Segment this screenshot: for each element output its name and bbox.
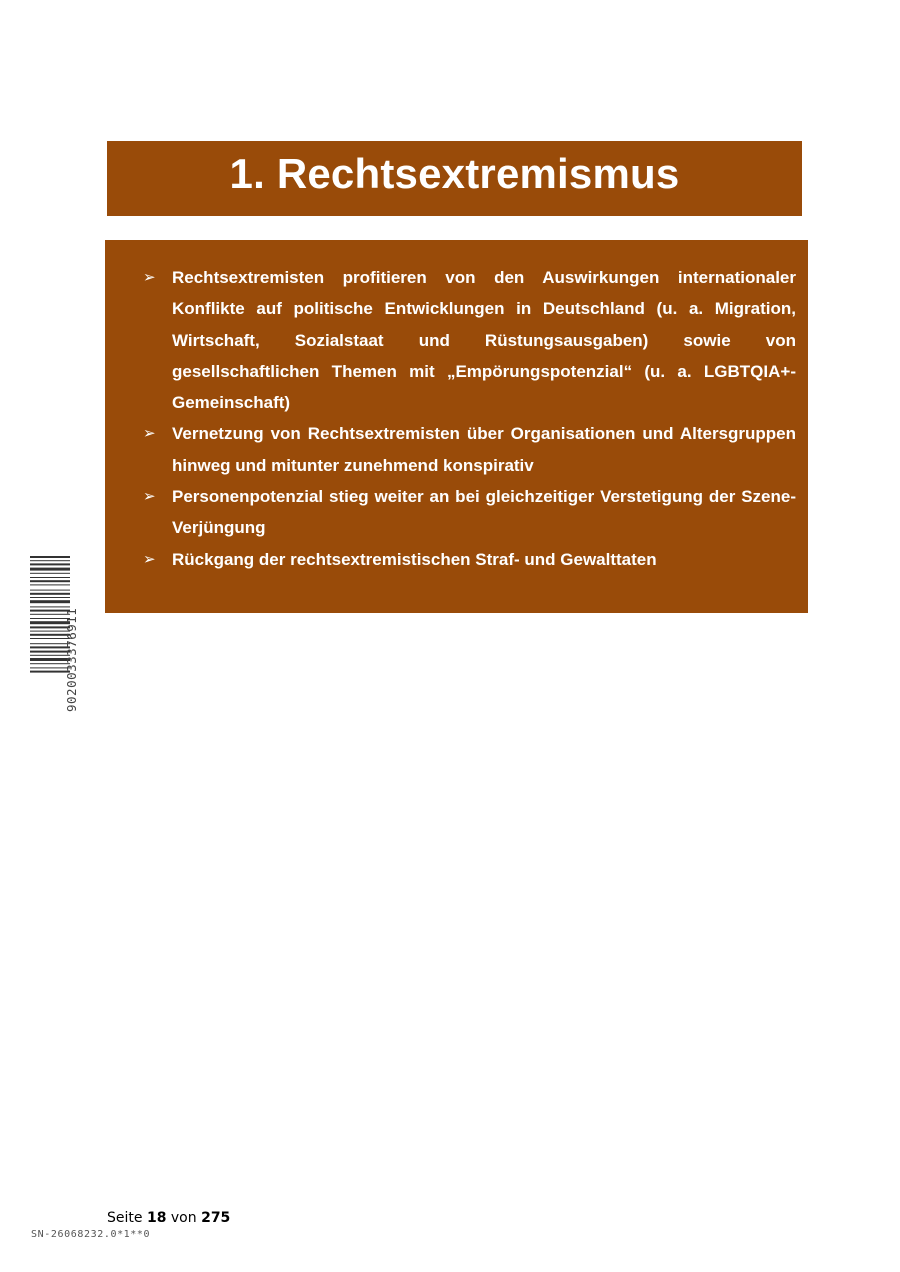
- arrowhead-bullet-icon: ➢: [143, 549, 156, 568]
- page-prefix: Seite: [107, 1210, 143, 1226]
- summary-box: [105, 240, 808, 613]
- summary-bullet-item: [143, 418, 796, 481]
- page-current: 18: [146, 1210, 167, 1226]
- summary-bullet-item: [143, 544, 796, 575]
- page-separator: von: [170, 1210, 197, 1226]
- arrowhead-bullet-icon: ➢: [143, 487, 156, 506]
- arrowhead-bullet-icon: ➢: [143, 424, 156, 443]
- summary-bullet-text: Rechtsextremisten profitieren von den Auswirkungen internationaler Konflikte auf politische Entwicklungen in Deutschland (u. a. Migration, Wirtschaft, Sozialstaat und Rüstungsausgaben) sowie von gesellschaftlichen Themen mit „Empörungspotenzial“ (u. a. LGBTQIA+-Gemeinschaft): [172, 268, 796, 413]
- section-title-box: [107, 141, 802, 216]
- summary-bullet-list: [143, 262, 796, 575]
- summary-bullet-text: Rückgang der rechtsextremistischen Straf- und Gewalttaten: [172, 549, 657, 569]
- section-title: 1. Rechtsextremismus: [229, 149, 680, 197]
- barcode-digits: 9020033376911: [64, 607, 79, 712]
- summary-bullet-text: Personenpotenzial stieg weiter an bei gleichzeitiger Verstetigung der Szene-Verjüngung: [172, 487, 796, 538]
- summary-bullet-item: [143, 481, 796, 544]
- document-id: SN-26068232.0*1**0: [31, 1229, 151, 1240]
- page-number: [107, 1210, 230, 1226]
- page-total: 275: [201, 1210, 231, 1226]
- arrowhead-bullet-icon: ➢: [143, 268, 156, 286]
- summary-bullet-item: [143, 262, 796, 418]
- summary-bullet-text: Vernetzung von Rechtsextremisten über Organisationen und Altersgruppen hinweg und mitunter zunehmend konspirativ: [172, 424, 796, 475]
